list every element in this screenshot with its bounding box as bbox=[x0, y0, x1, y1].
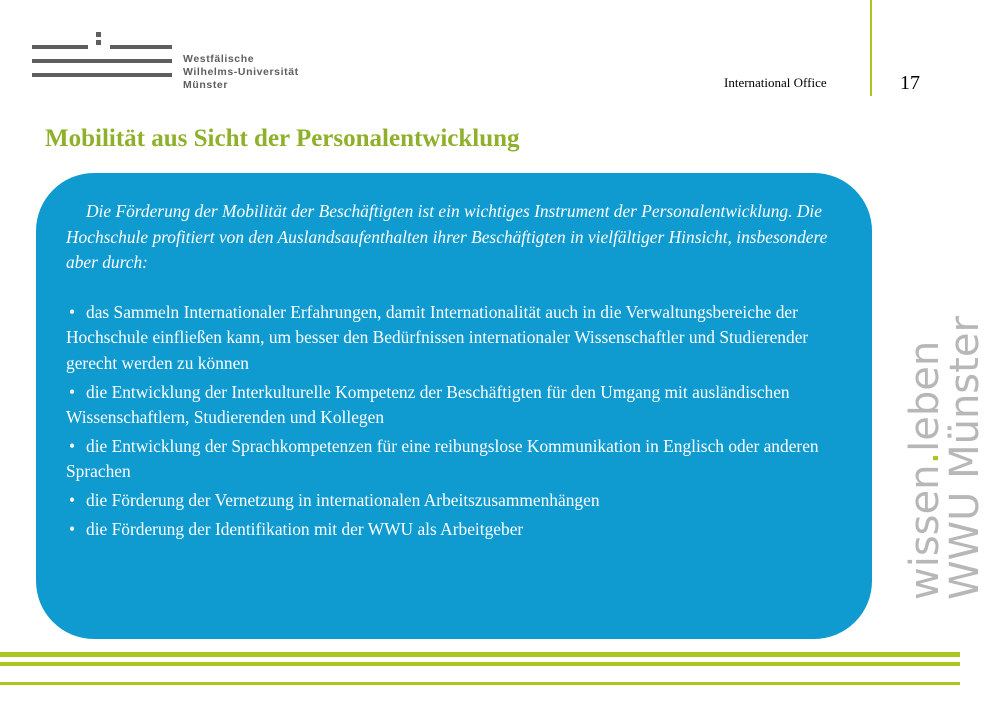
university-name bbox=[183, 53, 299, 92]
bullet-icon: • bbox=[69, 381, 76, 402]
list-item-text: die Förderung der Vernetzung in internationalen Arbeitszusammenhängen bbox=[86, 489, 600, 510]
side-brand-text bbox=[902, 316, 988, 600]
list-item-text: das Sammeln Internationaler Erfahrungen, damit Internationalität auch in die Verwaltungsbereiche der Hochschule einfließen kann, um besser den Bedürfnissen internationaler Wissenschaftler und Studierender gerecht werden zu können bbox=[66, 301, 809, 373]
list-item-text: die Förderung der Identifikation mit der WWU als Arbeitgeber bbox=[86, 518, 524, 539]
office-label: International Office bbox=[724, 75, 827, 90]
university-name-line-1: Westfälische bbox=[183, 53, 255, 65]
bullet-icon: • bbox=[69, 489, 76, 510]
bullet-icon: • bbox=[69, 518, 76, 539]
list-item bbox=[66, 434, 842, 485]
university-name-line-3: Münster bbox=[183, 79, 229, 91]
list-item bbox=[66, 488, 842, 514]
content-panel bbox=[36, 173, 872, 639]
side-brand-word-leben: leben bbox=[902, 340, 948, 452]
header-divider bbox=[870, 0, 872, 96]
list-item-text: die Entwicklung der Sprachkompetenzen für eine reibungslose Kommunikation in Englisch oder anderen Sprachen bbox=[66, 435, 819, 482]
bullet-icon: • bbox=[69, 301, 76, 322]
footer-stripe bbox=[0, 682, 960, 685]
list-item-text: die Entwicklung der Interkulturelle Kompetenz der Beschäftigten für den Umgang mit ausländischen Wissenschaftlern, Studierenden und Kollegen bbox=[66, 381, 790, 428]
footer-stripe bbox=[0, 652, 960, 657]
university-logo-mark-icon bbox=[30, 30, 180, 94]
university-name-line-2: Wilhelms-Universität bbox=[183, 66, 299, 78]
side-brand-line-2: WWU Münster bbox=[942, 316, 988, 600]
list-item bbox=[66, 380, 842, 431]
slide-title: Mobilität aus Sicht der Personalentwicklung bbox=[45, 125, 520, 152]
side-brand-dot: . bbox=[902, 451, 948, 465]
list-item bbox=[66, 517, 842, 543]
list-item bbox=[66, 300, 842, 377]
bullet-list bbox=[66, 300, 842, 542]
university-logo bbox=[30, 30, 330, 94]
bullet-icon: • bbox=[69, 435, 76, 456]
side-brand-line-1 bbox=[902, 316, 948, 600]
page-number: 17 bbox=[900, 72, 920, 94]
footer-stripe bbox=[0, 662, 960, 666]
intro-paragraph: Die Förderung der Mobilität der Beschäftigten ist ein wichtiges Instrument der Personalentwicklung. Die Hochschule profitiert von den Auslandsaufenthalten ihrer Beschäftigten in vielfältiger Hinsicht, insbesondere aber durch: bbox=[66, 201, 828, 273]
side-brand-word-wissen: wissen bbox=[902, 464, 948, 600]
